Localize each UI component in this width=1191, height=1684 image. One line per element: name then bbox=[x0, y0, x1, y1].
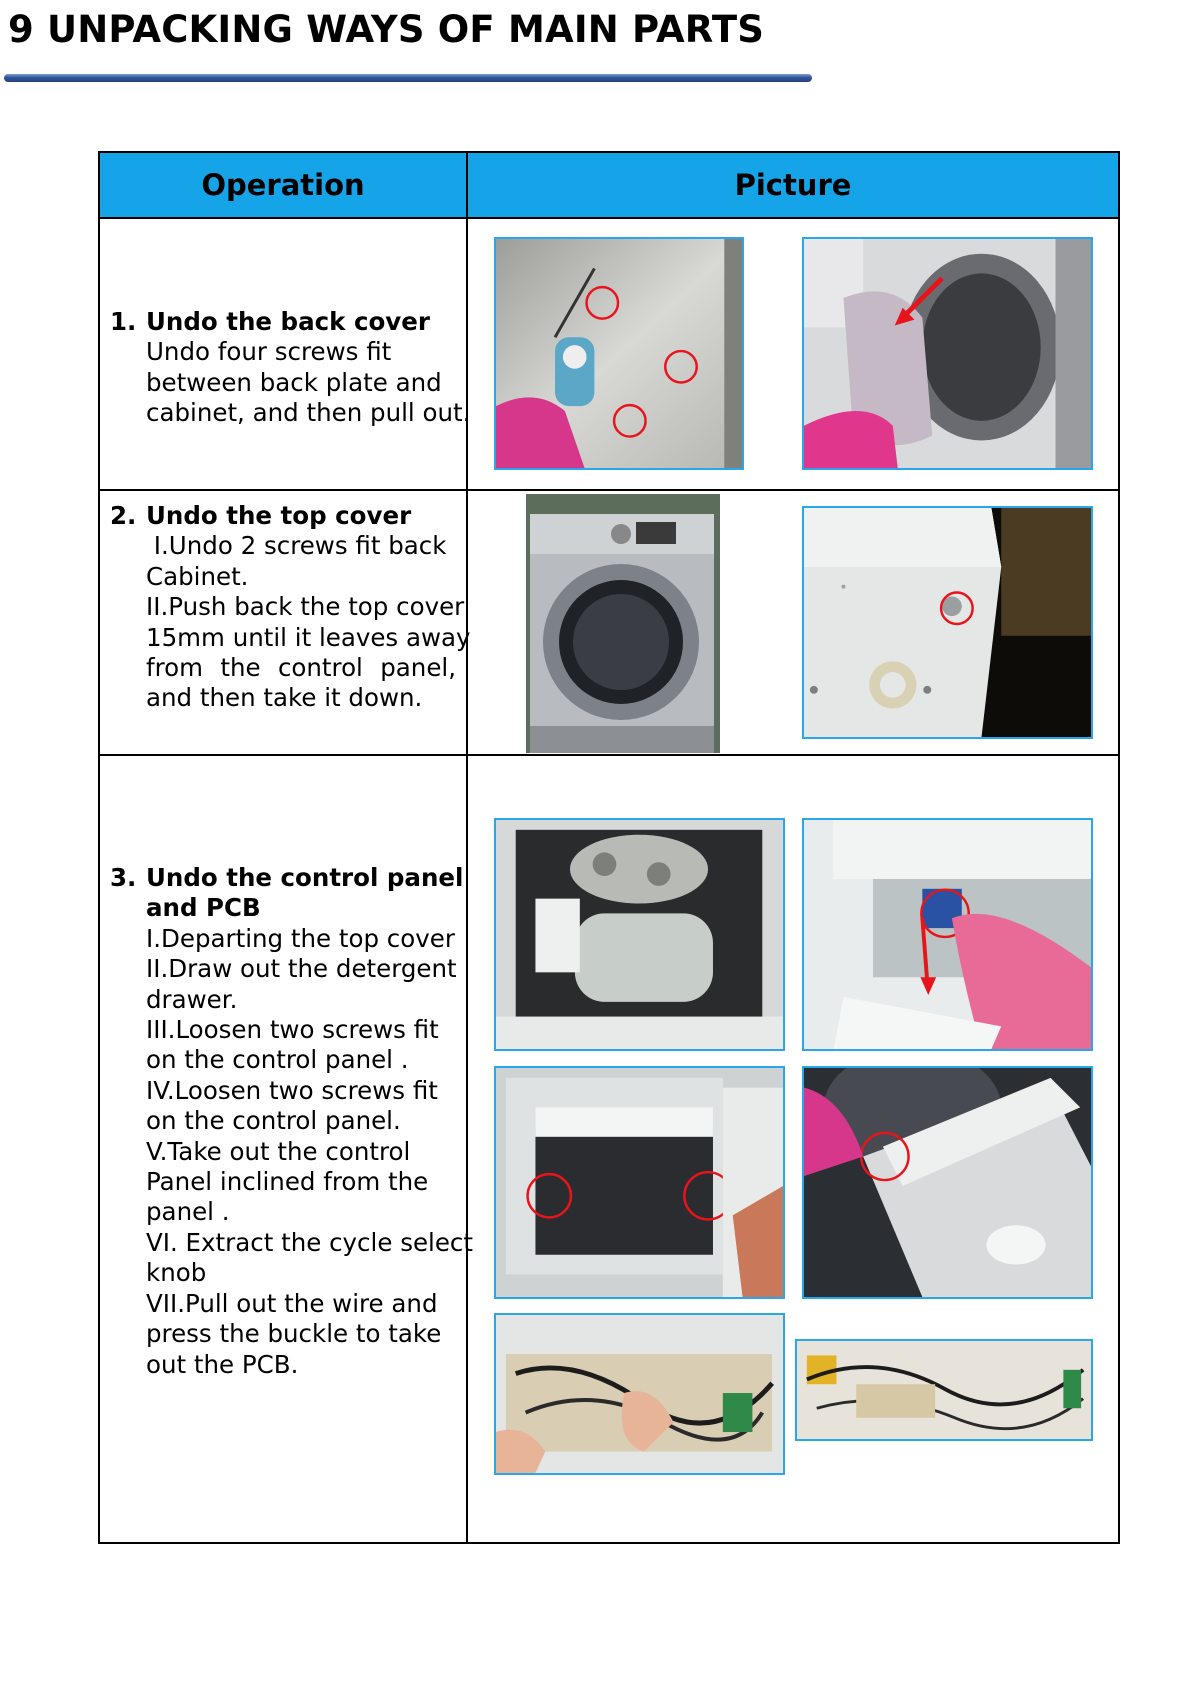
step-text-line: I.Departing the top cover bbox=[146, 923, 455, 953]
step-text-line: IV.Loosen two screws fit bbox=[146, 1075, 438, 1105]
step-text-line: knob bbox=[146, 1258, 207, 1288]
step-text-line: press the buckle to take bbox=[146, 1319, 442, 1349]
table-row bbox=[99, 755, 1119, 1543]
top-open-interior-photo bbox=[494, 818, 785, 1051]
step-1 bbox=[110, 307, 470, 429]
step-text-line: II.Draw out the detergent bbox=[146, 954, 457, 984]
step-text-line: Panel inclined from the bbox=[146, 1167, 429, 1197]
step-text-line: cabinet, and then pull out. bbox=[146, 398, 471, 428]
back-plate-screws-photo bbox=[494, 237, 744, 470]
operation-header: Operation bbox=[99, 152, 467, 218]
operation-cell bbox=[99, 490, 471, 755]
step-text-line: VI. Extract the cycle select bbox=[146, 1227, 473, 1257]
step-number: 2. bbox=[110, 501, 137, 530]
table-row bbox=[99, 490, 1119, 755]
step-text-line: V.Take out the control bbox=[146, 1136, 411, 1166]
step-text-line: from the control panel, bbox=[146, 653, 456, 683]
step-text-line: III.Loosen two screws fit bbox=[146, 1015, 439, 1045]
picture-cell bbox=[467, 218, 1119, 490]
control-panel-screw-photo bbox=[802, 1066, 1093, 1299]
pcb-board-photo bbox=[795, 1339, 1093, 1441]
table-row bbox=[99, 218, 1119, 490]
table-header-row bbox=[99, 152, 1119, 218]
step-text-line: VII.Pull out the wire and bbox=[146, 1288, 438, 1318]
back-cover-removal-photo bbox=[802, 237, 1093, 470]
title-divider bbox=[4, 74, 812, 82]
washing-machine-front-photo bbox=[526, 494, 720, 753]
step-3 bbox=[110, 863, 473, 1380]
picture-header: Picture bbox=[467, 152, 1119, 218]
step-number: 1. bbox=[110, 307, 137, 336]
step-text-line: I.Undo 2 screws fit back bbox=[146, 531, 447, 561]
pcb-wire-removal-photo bbox=[494, 1313, 785, 1475]
step-text-line: on the control panel. bbox=[146, 1106, 401, 1136]
step-text-line: panel . bbox=[146, 1197, 230, 1227]
picture-cell bbox=[467, 755, 1119, 1543]
page-title: 9 UNPACKING WAYS OF MAIN PARTS bbox=[8, 8, 765, 51]
step-text-line: on the control panel . bbox=[146, 1045, 409, 1075]
step-heading: Undo the top cover bbox=[146, 501, 412, 530]
step-text-line: Cabinet. bbox=[146, 561, 249, 591]
picture-cell bbox=[467, 490, 1119, 755]
step-text-line: between back plate and bbox=[146, 367, 442, 397]
step-heading: Undo the back cover bbox=[146, 307, 430, 336]
step-text-line: Undo four screws fit bbox=[146, 337, 392, 367]
step-heading: Undo the control panel bbox=[146, 863, 464, 892]
step-text-line: drawer. bbox=[146, 984, 238, 1014]
step-2 bbox=[110, 501, 471, 714]
operation-cell bbox=[99, 218, 471, 490]
step-text-line: and then take it down. bbox=[146, 683, 423, 713]
drawer-housing-screws-photo bbox=[494, 1066, 785, 1299]
operations-table bbox=[98, 151, 1120, 1544]
detergent-drawer-photo bbox=[802, 818, 1093, 1051]
top-cover-screw-photo bbox=[802, 506, 1093, 739]
step-text-line: 15mm until it leaves away bbox=[146, 622, 471, 652]
step-text-line: II.Push back the top cover bbox=[146, 592, 465, 622]
step-heading: and PCB bbox=[146, 893, 261, 923]
operation-cell bbox=[99, 755, 473, 1543]
step-text-line: out the PCB. bbox=[146, 1349, 299, 1379]
step-number: 3. bbox=[110, 863, 137, 892]
